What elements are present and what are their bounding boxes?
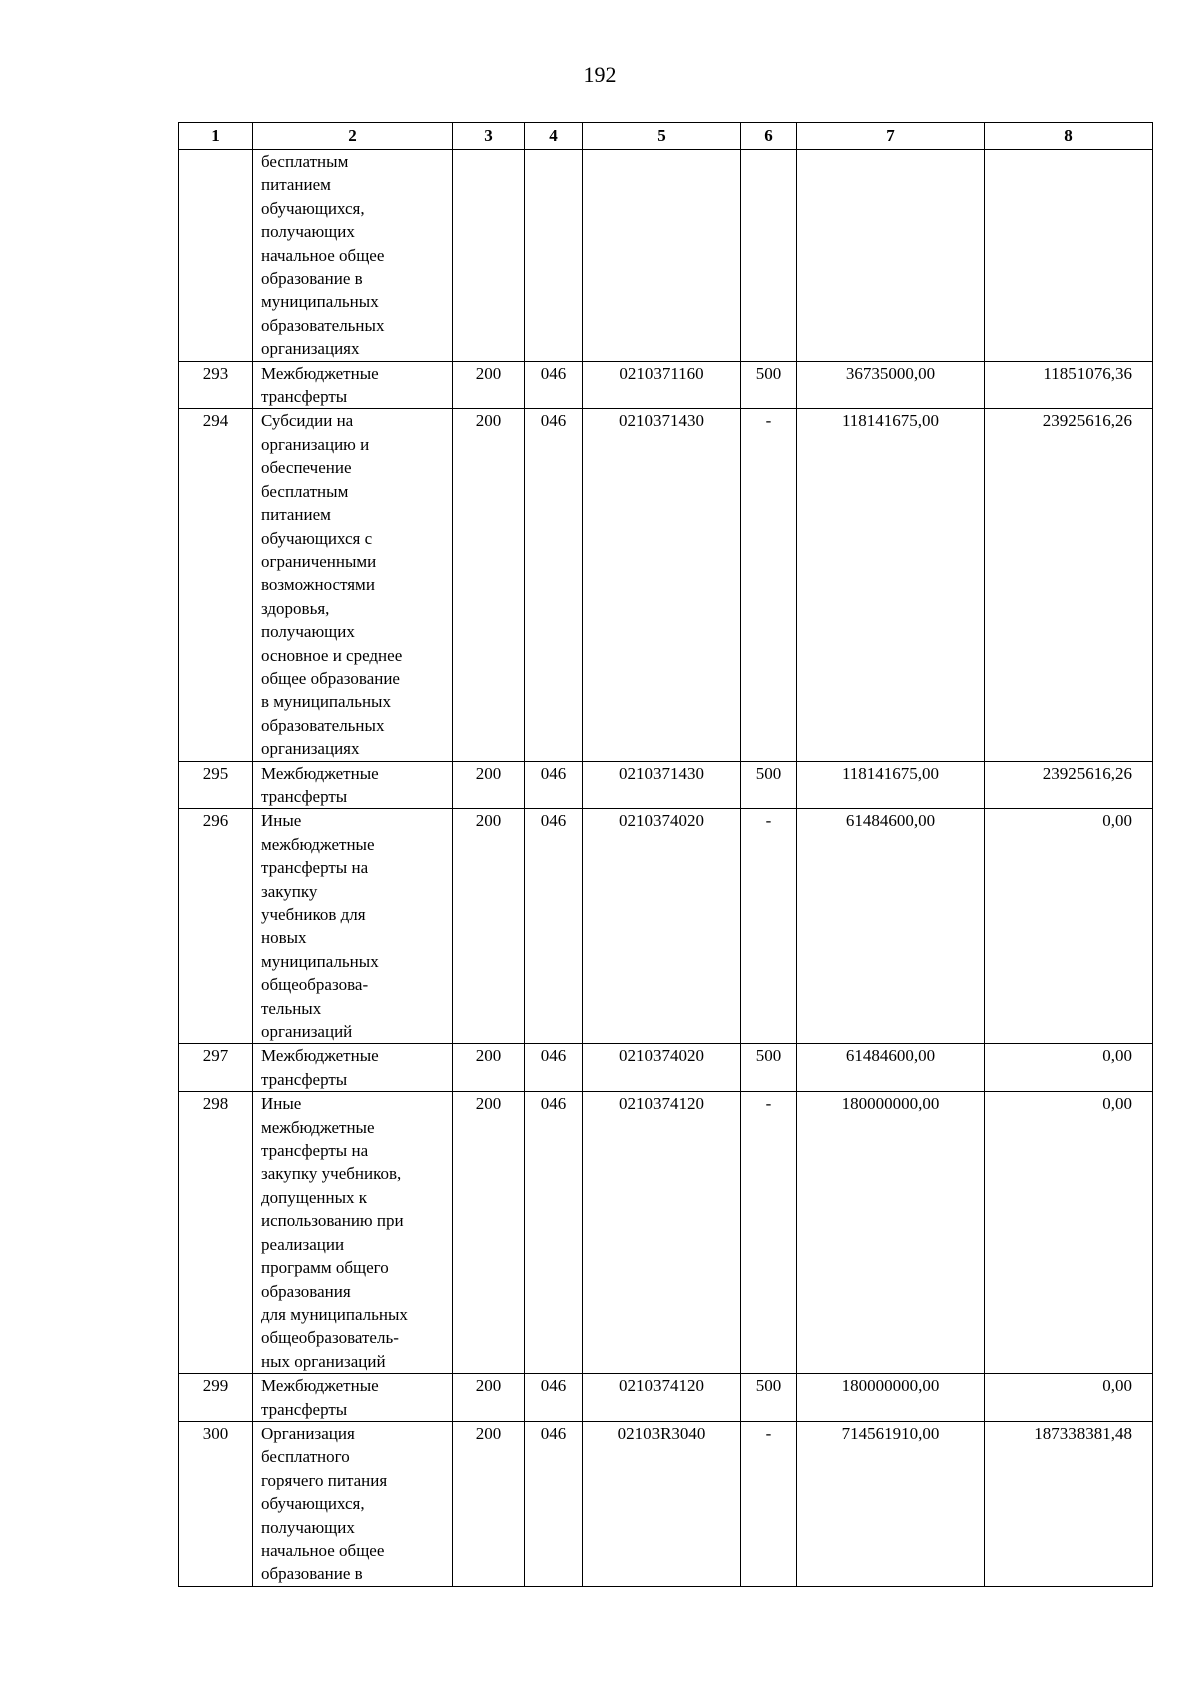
item-name-line: обеспечение	[261, 458, 352, 478]
item-name-line: организаций	[261, 1022, 353, 1042]
item-name-line: использованию при	[261, 1211, 404, 1231]
item-name-line: получающих	[261, 622, 355, 642]
row-number-cell	[179, 150, 253, 362]
planned-amount-cell: 118141675,00	[797, 761, 985, 809]
column-header: 6	[741, 123, 797, 150]
item-name-line: межбюджетные	[261, 1117, 375, 1137]
planned-amount-cell: 180000000,00	[797, 1092, 985, 1374]
item-name-line: межбюджетные	[261, 834, 375, 854]
code-4-cell	[525, 150, 583, 362]
table-row	[179, 361, 1153, 409]
expense-type-cell: 500	[741, 361, 797, 409]
item-name-line: трансферты	[261, 786, 348, 806]
planned-amount-cell: 180000000,00	[797, 1374, 985, 1422]
item-name-line: начальное общее	[261, 245, 385, 265]
item-name-line: муниципальных	[261, 951, 379, 971]
code-3-cell: 200	[453, 409, 525, 761]
target-code-cell: 0210374120	[583, 1374, 741, 1422]
item-name-line: обучающихся,	[261, 1494, 365, 1514]
item-name-line: Иные	[261, 811, 302, 831]
code-4-cell: 046	[525, 1092, 583, 1374]
item-name-line: Межбюджетные	[261, 363, 379, 383]
item-name-line: трансферты на	[261, 1141, 369, 1161]
row-number-cell: 293	[179, 361, 253, 409]
actual-amount-cell	[985, 150, 1153, 362]
item-name-line: учебников для	[261, 905, 366, 924]
target-code-cell: 02103R3040	[583, 1421, 741, 1586]
item-name-cell	[253, 409, 453, 761]
item-name-cell	[253, 1374, 453, 1422]
item-name-line: ограниченными	[261, 551, 377, 571]
code-4-cell: 046	[525, 1421, 583, 1586]
item-name-line: Организация	[261, 1423, 355, 1443]
table-row	[179, 150, 1153, 362]
item-name-line: возможностями	[261, 575, 375, 595]
actual-amount-cell: 0,00	[985, 1374, 1153, 1422]
code-4-cell: 046	[525, 361, 583, 409]
code-3-cell: 200	[453, 1374, 525, 1422]
item-name-cell	[253, 1421, 453, 1586]
actual-amount-cell: 0,00	[985, 809, 1153, 1044]
actual-amount-cell: 187338381,48	[985, 1421, 1153, 1586]
planned-amount-cell: 61484600,00	[797, 809, 985, 1044]
table-row	[179, 1092, 1153, 1374]
item-name-line: образовательных	[261, 315, 385, 335]
expense-type-cell: 500	[741, 761, 797, 809]
actual-amount-cell: 23925616,26	[985, 409, 1153, 761]
row-number-cell: 296	[179, 809, 253, 1044]
target-code-cell: 0210374020	[583, 809, 741, 1044]
item-name-line: реализации	[261, 1234, 345, 1254]
item-name-line: трансферты	[261, 1399, 348, 1419]
code-3-cell: 200	[453, 761, 525, 809]
actual-amount-cell: 11851076,36	[985, 361, 1153, 409]
table-row	[179, 1044, 1153, 1092]
item-name-line: питанием	[261, 505, 331, 525]
code-3-cell: 200	[453, 1044, 525, 1092]
item-name-cell	[253, 150, 453, 362]
column-header: 8	[985, 123, 1153, 150]
item-name-line: образовательных	[261, 715, 385, 735]
table-row	[179, 809, 1153, 1044]
expense-type-cell: -	[741, 1092, 797, 1374]
column-header: 2	[253, 123, 453, 150]
column-header: 3	[453, 123, 525, 150]
column-header: 4	[525, 123, 583, 150]
item-name-cell	[253, 1044, 453, 1092]
item-name-line: тельных	[261, 998, 322, 1018]
expense-type-cell: -	[741, 1421, 797, 1586]
item-name-line: трансферты на	[261, 858, 369, 878]
item-name-line: бесплатным	[261, 152, 349, 171]
item-name-line: для муниципальных	[261, 1304, 408, 1324]
code-3-cell: 200	[453, 1092, 525, 1374]
code-3-cell: 200	[453, 361, 525, 409]
table-row	[179, 761, 1153, 809]
item-name-line: Иные	[261, 1094, 302, 1114]
planned-amount-cell: 36735000,00	[797, 361, 985, 409]
item-name-line: основное и среднее	[261, 645, 403, 665]
row-number-cell: 295	[179, 761, 253, 809]
expense-type-cell: 500	[741, 1044, 797, 1092]
item-name-line: организациях	[261, 739, 360, 759]
item-name-line: в муниципальных	[261, 692, 391, 712]
code-4-cell: 046	[525, 761, 583, 809]
target-code-cell: 0210374020	[583, 1044, 741, 1092]
item-name-line: организациях	[261, 339, 360, 359]
item-name-line: горячего питания	[261, 1470, 388, 1490]
budget-table	[178, 122, 1153, 1587]
item-name-line: общее образование	[261, 668, 400, 688]
item-name-line: питанием	[261, 175, 331, 195]
item-name-line: новых	[261, 928, 307, 948]
item-name-line: образование в	[261, 269, 363, 289]
page-number: 192	[583, 62, 617, 87]
actual-amount-cell: 23925616,26	[985, 761, 1153, 809]
item-name-line: бесплатного	[261, 1447, 350, 1467]
item-name-line: допущенных к	[261, 1187, 368, 1207]
target-code-cell: 0210371430	[583, 409, 741, 761]
target-code-cell: 0210371160	[583, 361, 741, 409]
item-name-line: ных организаций	[261, 1351, 386, 1371]
expense-type-cell: 500	[741, 1374, 797, 1422]
code-4-cell: 046	[525, 1044, 583, 1092]
item-name-line: организацию и	[261, 434, 370, 454]
item-name-cell	[253, 361, 453, 409]
item-name-line: Субсидии на	[261, 411, 354, 431]
row-number-cell: 298	[179, 1092, 253, 1374]
code-4-cell: 046	[525, 809, 583, 1044]
row-number-cell: 294	[179, 409, 253, 761]
item-name-cell	[253, 1092, 453, 1374]
item-name-line: трансферты	[261, 1069, 348, 1089]
item-name-line: образование в	[261, 1564, 363, 1584]
item-name-line: бесплатным	[261, 481, 349, 501]
item-name-line: начальное общее	[261, 1540, 385, 1560]
item-name-cell	[253, 761, 453, 809]
planned-amount-cell: 61484600,00	[797, 1044, 985, 1092]
item-name-line: закупку учебников,	[261, 1164, 402, 1184]
row-number-cell: 297	[179, 1044, 253, 1092]
expense-type-cell: -	[741, 809, 797, 1044]
item-name-line: муниципальных	[261, 292, 379, 312]
table-row	[179, 409, 1153, 761]
target-code-cell: 0210371430	[583, 761, 741, 809]
code-4-cell: 046	[525, 409, 583, 761]
planned-amount-cell	[797, 150, 985, 362]
item-name-line: общеобразователь-	[261, 1328, 399, 1348]
item-name-line: закупку	[261, 881, 318, 901]
item-name-line: Межбюджетные	[261, 763, 379, 783]
actual-amount-cell: 0,00	[985, 1092, 1153, 1374]
item-name-line: обучающихся с	[261, 528, 373, 548]
target-code-cell	[583, 150, 741, 362]
planned-amount-cell: 714561910,00	[797, 1421, 985, 1586]
code-4-cell: 046	[525, 1374, 583, 1422]
column-header: 5	[583, 123, 741, 150]
row-number-cell: 300	[179, 1421, 253, 1586]
code-3-cell	[453, 150, 525, 362]
item-name-cell	[253, 809, 453, 1044]
code-3-cell: 200	[453, 809, 525, 1044]
table-row	[179, 1421, 1153, 1586]
item-name-line: Межбюджетные	[261, 1376, 379, 1396]
planned-amount-cell: 118141675,00	[797, 409, 985, 761]
item-name-line: здоровья,	[261, 598, 330, 618]
item-name-line: образования	[261, 1281, 351, 1301]
actual-amount-cell: 0,00	[985, 1044, 1153, 1092]
item-name-line: обучающихся,	[261, 198, 365, 218]
table-row	[179, 1374, 1153, 1422]
item-name-line: Межбюджетные	[261, 1046, 379, 1066]
item-name-line: получающих	[261, 222, 355, 242]
column-header: 7	[797, 123, 985, 150]
expense-type-cell	[741, 150, 797, 362]
item-name-line: получающих	[261, 1517, 355, 1537]
header-row	[179, 123, 1153, 150]
expense-type-cell: -	[741, 409, 797, 761]
code-3-cell: 200	[453, 1421, 525, 1586]
row-number-cell: 299	[179, 1374, 253, 1422]
item-name-line: трансферты	[261, 387, 348, 407]
target-code-cell: 0210374120	[583, 1092, 741, 1374]
item-name-line: общеобразова-	[261, 975, 369, 995]
column-header: 1	[179, 123, 253, 150]
item-name-line: программ общего	[261, 1258, 389, 1278]
